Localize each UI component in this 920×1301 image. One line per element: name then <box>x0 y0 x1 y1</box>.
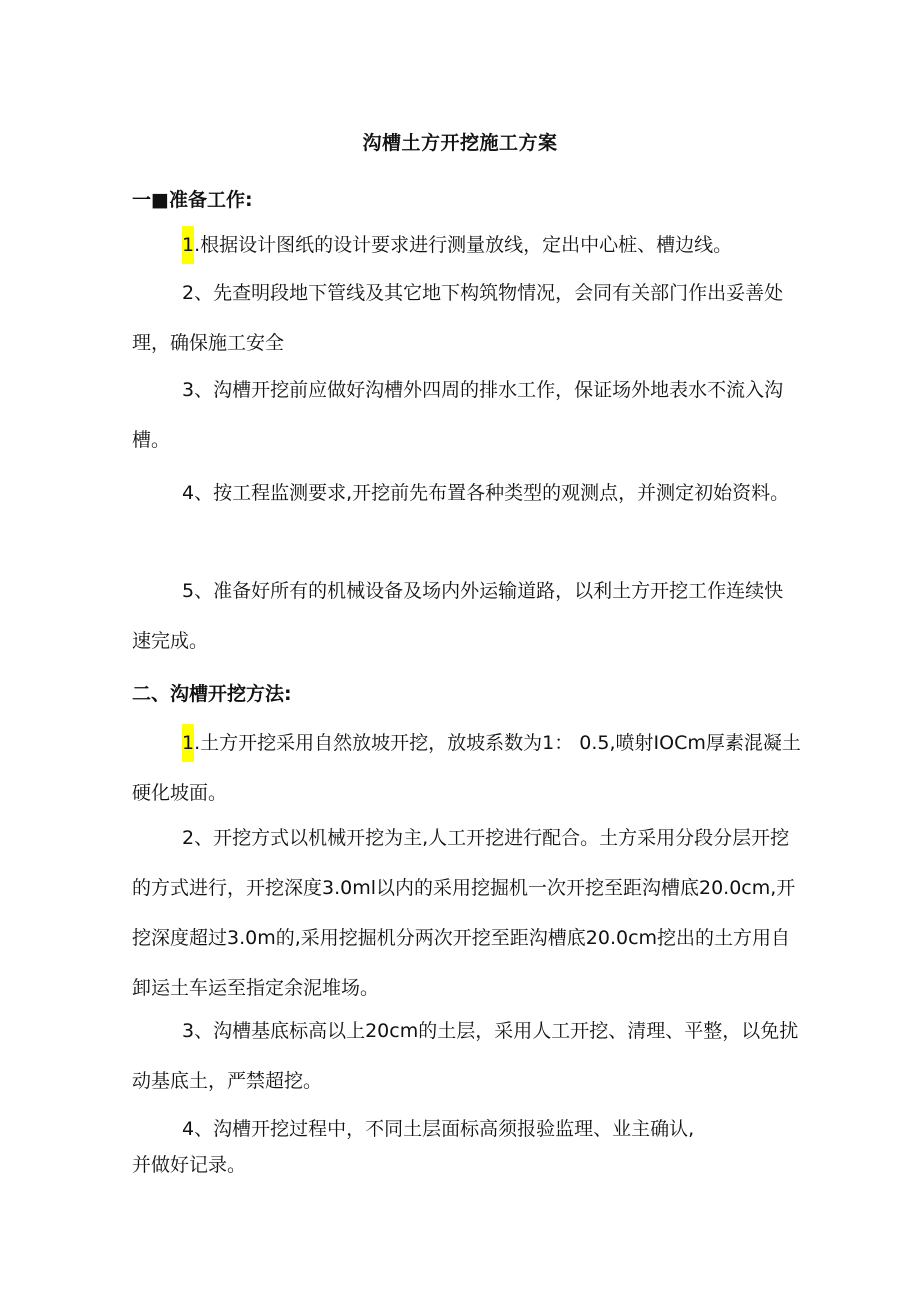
section-heading-method: 二、沟槽开挖方法: <box>132 683 292 705</box>
paragraph-method-1 <box>132 718 802 818</box>
paragraph-prep-4: 4、按工程监测要求,开挖前先布置各种类型的观测点，并测定初始资料。 <box>182 482 790 504</box>
paragraph-method-3: 3、沟槽基底标高以上20cm的土层，采用人工开挖、清理、平整，以免扰动基底土，严禁超挖。 <box>132 1020 799 1092</box>
paragraph-method-4-continued <box>132 1145 802 1185</box>
paragraph-method-2: 2、开挖方式以机械开挖为主,人工开挖进行配合。土方采用分段分层开挖的方式进行，开挖深度3.0ml以内的采用挖掘机一次开挖至距沟槽底20.0cm,开挖深度超过3.0m的,采用挖掘机分两次开挖至距沟槽底20.0cm挖出的土方用自卸运土车运至指定余泥堆场。 <box>132 827 796 999</box>
paragraph-line: 4、沟槽开挖过程中，不同土层面标高须报验监理、业主确认, <box>182 1118 695 1140</box>
paragraph-prep-2: 2、先查明段地下管线及其它地下构筑物情况，会同有关部门作出妥善处理，确保施工安全 <box>132 282 784 354</box>
item-number-highlight: 1 <box>182 724 194 762</box>
paragraph-prep-5: 5、准备好所有的机械设备及场内外运输道路，以利土方开挖工作连续快速完成。 <box>132 580 784 652</box>
paragraph-line: 并做好记录。 <box>132 1154 247 1176</box>
document-title: 沟槽土方开挖施工方案 <box>362 132 558 154</box>
section-heading-preparation: 一■准备工作: <box>132 189 253 211</box>
paragraph-text: .根据设计图纸的设计要求进行测量放线，定出中心桩、槽边线。 <box>194 234 733 256</box>
paragraph-text: .土方开挖采用自然放坡开挖，放坡系数为1： 0.5,喷射IOCm厚素混凝土硬化坡面。 <box>132 732 801 804</box>
paragraph-prep-1 <box>132 220 802 270</box>
item-number-highlight: 1 <box>182 226 194 264</box>
paragraph-prep-3: 3、沟槽开挖前应做好沟槽外四周的排水工作，保证场外地表水不流入沟槽。 <box>132 379 784 451</box>
